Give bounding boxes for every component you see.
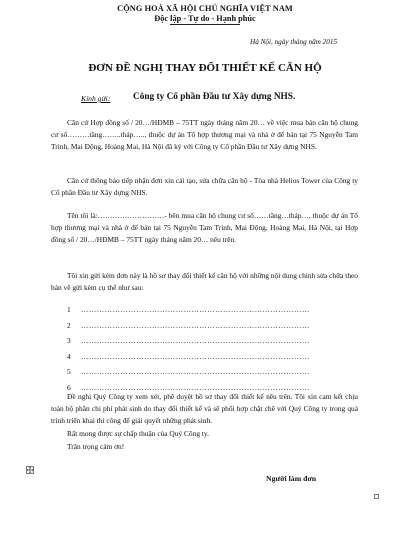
header-underline (170, 24, 240, 25)
table-move-handle-icon[interactable] (26, 466, 34, 474)
list-item-dots: …………………………………………………………………………… (81, 351, 310, 361)
list-item-dots: …………………………………………………………………………… (81, 382, 310, 392)
paragraph-applicant: Tên tôi là:………………………- bên mua căn hộ chung cư số……tầng…tháp…, thuộc dự án Tổ hợp thương mại và nhà ở để bán tại 75 Nguyễn Tam Trinh, Mai Động, Hoàng Mai, Hà Nội, tại Hợp đồng số / 20…/HĐMB – 75TT ngày tháng năm 20… nêu trên. (51, 211, 358, 244)
addressee-label: Kính gửi: (81, 94, 111, 103)
paragraph-hope: Rất mong được sự chấp thuận của Quý Công ty. (67, 429, 209, 438)
list-item-dots: …………………………………………………………………………… (81, 305, 310, 314)
paragraph-request: Đề nghị Quý Công ty xem xét, phê duyệt hồ sơ thay đổi thiết kế nêu trên. Tôi xin cam kết chịu toàn bộ phần chi phí phát sinh do thay đổi thiết kế và sẽ phối hợp chặt chẽ với Quý Công ty trong quá trình triển khai thi công để giải quyết những phát sinh. (51, 392, 358, 425)
list-item (67, 305, 367, 321)
paragraph-attachment: Tôi xin gửi kèm đơn này là hồ sơ thay đổi thiết kế căn hộ với những nội dung chỉnh sửa chữa theo bản vẽ gửi kèm cụ thể như sau: (51, 271, 358, 292)
signature-label: Người làm đơn (266, 474, 317, 483)
list-item (67, 367, 367, 383)
list-item-number: 2 (67, 320, 71, 330)
national-motto: Độc lập - Tự do - Hạnh phúc (154, 14, 256, 23)
place-date: Hà Nội, ngày tháng năm 2015 (250, 38, 338, 46)
document-title: ĐƠN ĐỀ NGHỊ THAY ĐỔI THIẾT KẾ CĂN HỘ (88, 62, 322, 74)
list-item-dots: …………………………………………………………………………… (81, 336, 310, 345)
addressee-recipient: Công ty Cổ phần Đầu tư Xây dựng NHS. (133, 92, 296, 102)
paragraph-contract-basis: Căn cứ Hợp đồng số / 20…/HĐMB – 75TT ngày tháng năm 20… về việc mua bán căn hộ chung cư số………tầng……..tháp….., thuộc dự án Tổ hợp thương mại và nhà ở để bán tại 75 Nguyễn Tam Trinh, Mai Động, Hoàng Mai, Hà Nội đã ký với Công ty Cổ phần Đầu tư Xây dựng NHS. (51, 118, 358, 151)
list-item-number: 1 (67, 305, 71, 314)
list-item-number: 4 (67, 351, 71, 361)
list-item-number: 3 (67, 336, 71, 345)
list-item (67, 352, 367, 368)
list-item-number: 5 (67, 367, 71, 376)
modification-list (67, 305, 367, 398)
table-resize-handle-icon[interactable] (374, 494, 379, 499)
list-item-dots: …………………………………………………………………………… (81, 367, 310, 376)
national-header: CỘNG HOÀ XÃ HỘI CHỦ NGHĨA VIỆT NAM (117, 4, 293, 13)
list-item (67, 321, 367, 337)
paragraph-notice-basis: Căn cứ thông báo tiếp nhận đơn xin cải tạo, sửa chữa căn hộ - Tòa nhà Helios Tower của Công ty Cổ phần Đầu tư Xây dựng NHS. (51, 176, 358, 197)
list-item (67, 336, 367, 352)
paragraph-thanks: Trân trọng cảm ơn! (67, 442, 125, 451)
list-item-dots: …………………………………………………………………………… (81, 320, 310, 330)
list-item-number: 6 (67, 382, 71, 392)
